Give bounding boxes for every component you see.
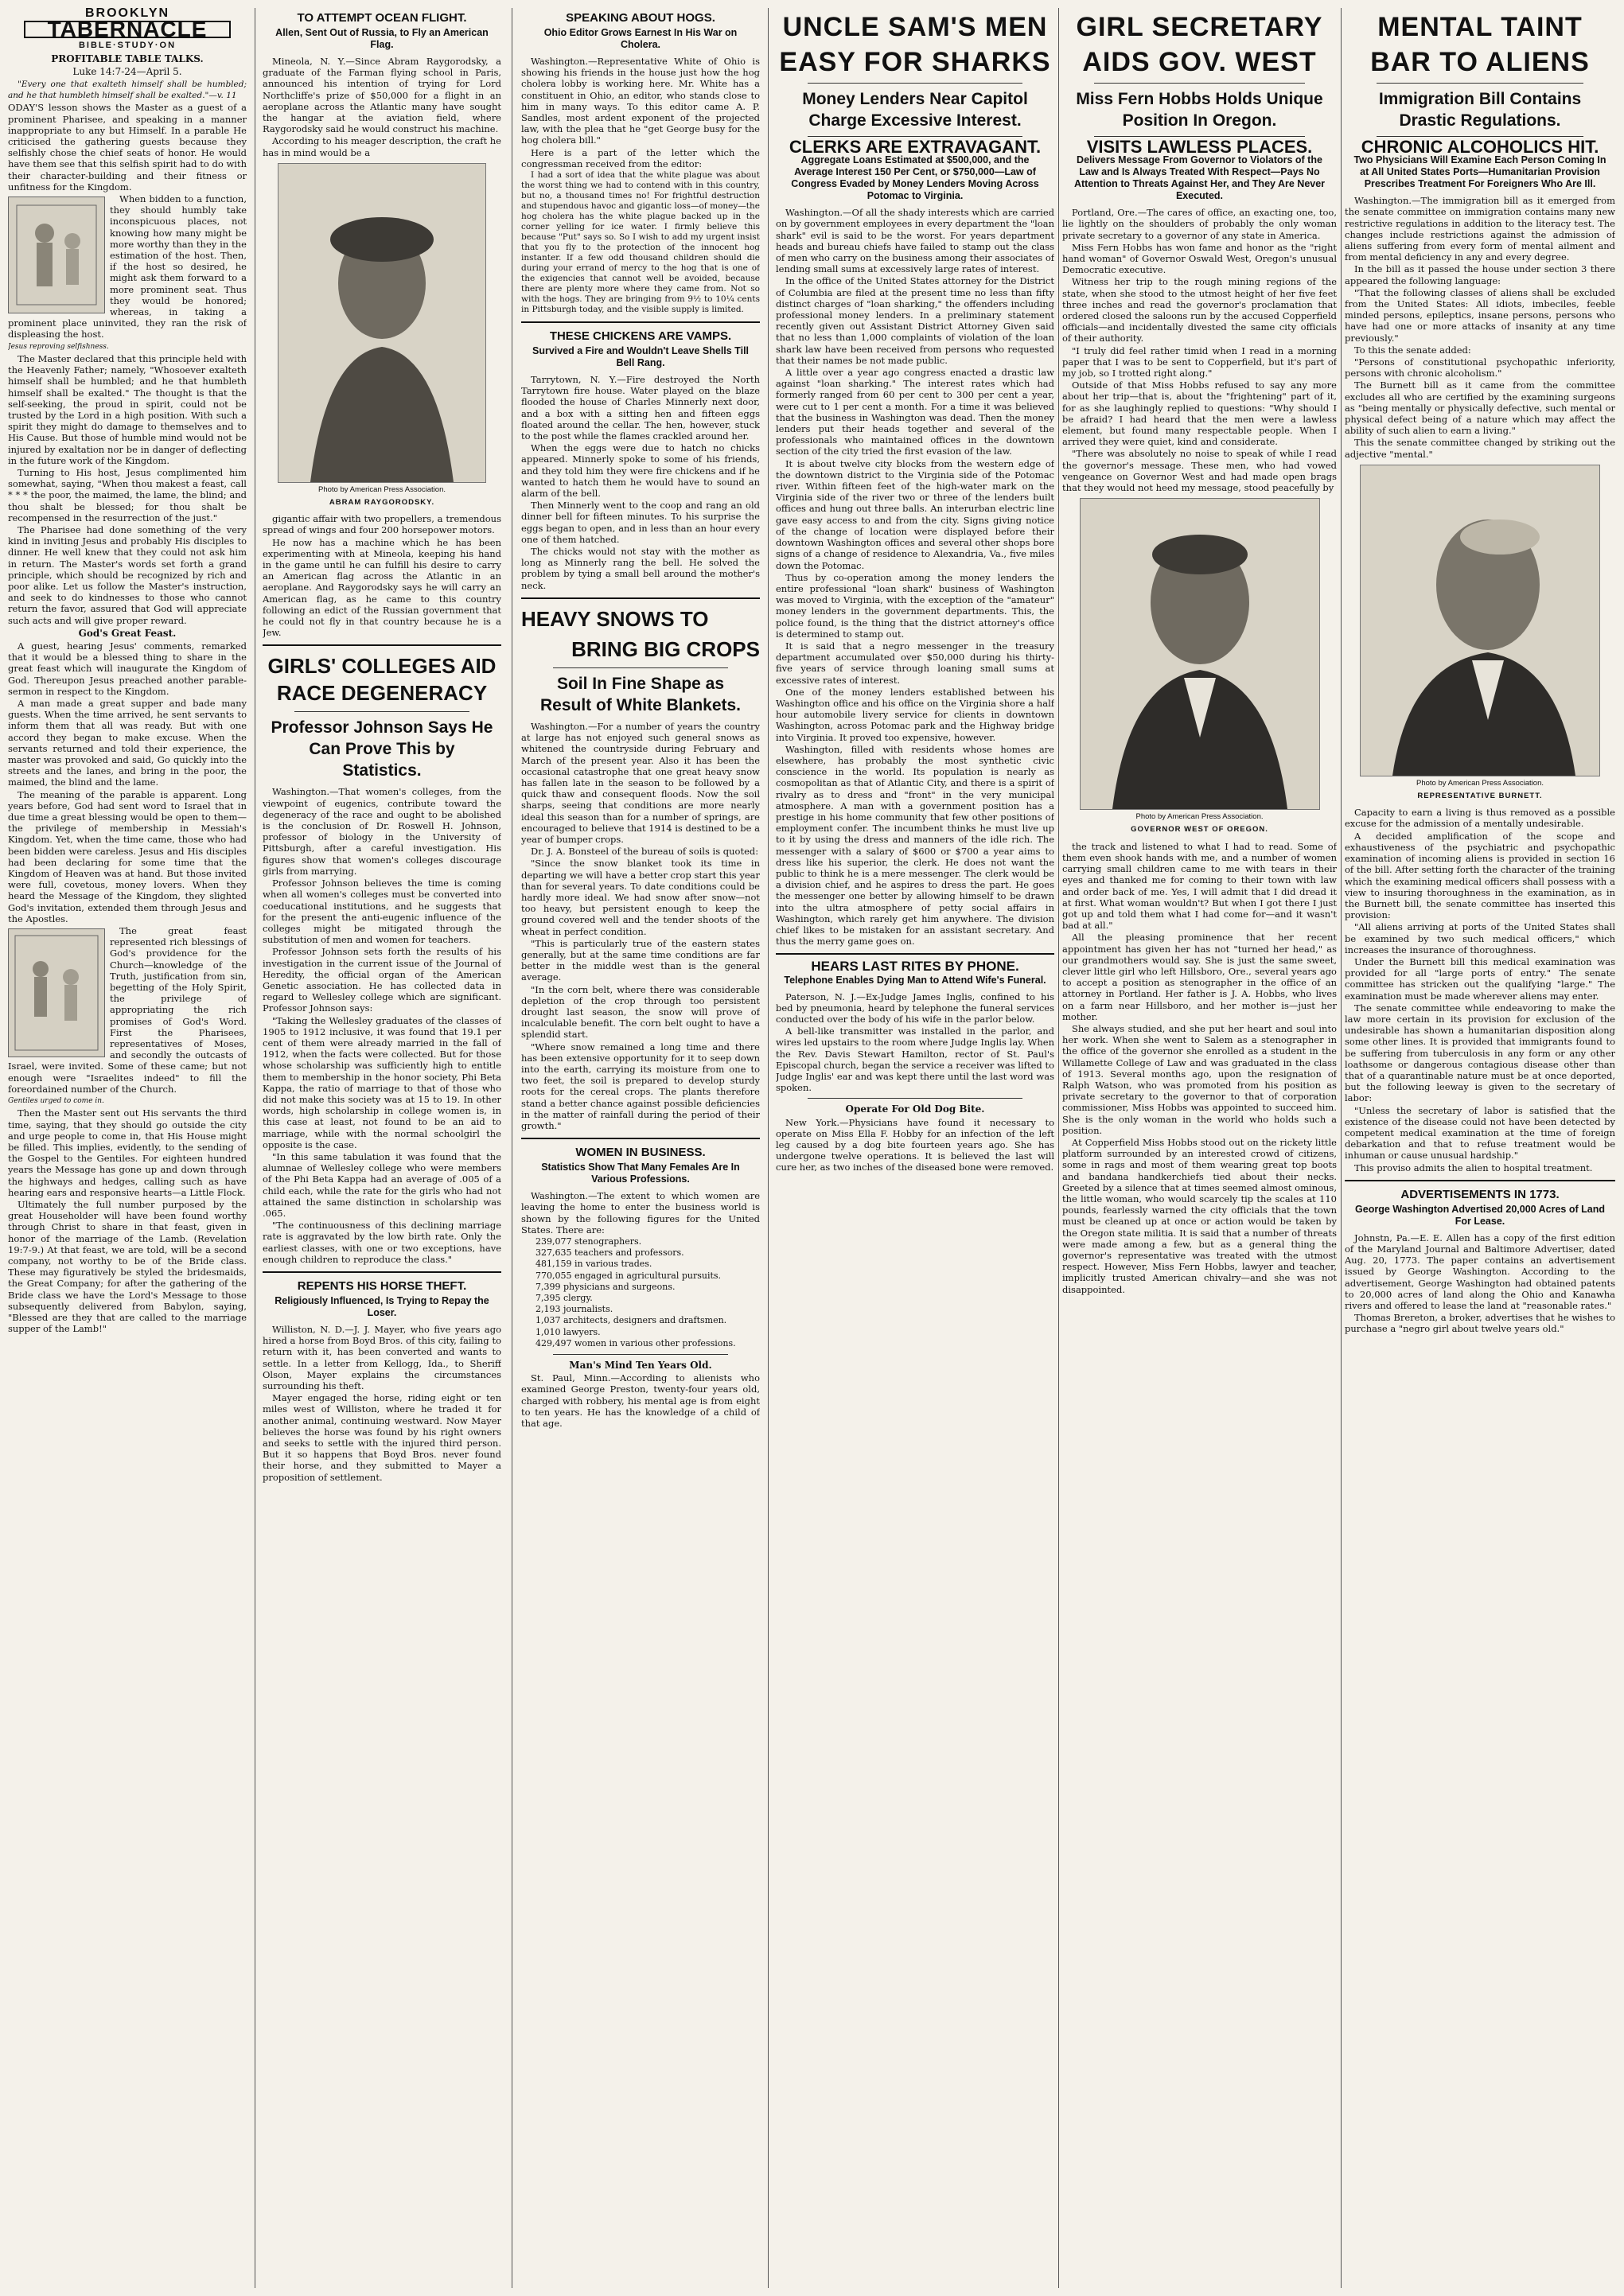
photo-credit: Photo by American Press Association. [318,484,446,494]
article-paragraph: Ultimately the full number purposed by the great Householder will have been found worthy through Christ to share in that feast, given in honor of the marriage of the Lamb. (Revelation 19:7-9.) At that feast, we are told, will be a second company, not worthy to be of the Bride class. These may figuratively be styled the bridesmaids, the Great Company; for after the gathering of the Bride class we have the Lord's Message to those subsequently delivered from Babylon, saying, "Blessed are they that are called to the marriage supper of the Lamb!" [8,1198,247,1335]
article-paragraph: Miss Fern Hobbs has won fame and honor as the "right hand woman" of Governor Oswald West, Oregon's unusual Democratic executive. [1062,241,1337,276]
article-paragraph: Washington.—Representative White of Ohio is showing his friends in the house just how the hog cholera lobby is working here. Mr. White has a constituent in Ohio, an editor, who stands close to him in many ways. To this editor came A. P. Sandles, most ardent exponent of the projected law, with the plea that he "get George busy for the hog cholera bill." [521,56,760,146]
list-item: 7,399 physicians and surgeons. [535,1281,676,1292]
deck: Soil In Fine Shape as Result of White Blankets. [539,674,742,714]
headline: HEARS LAST RITES BY PHONE. [811,959,1019,975]
photo-caption: ABRAM RAYGORODSKY. [329,498,435,508]
article-paragraph: ODAY'S lesson shows the Master as a guest of a prominent Pharisee, and speaking in a manner inappropriate to any but Himself. In a parable He criticised the gathering guests because they selfishly chose the chief seats of honor. He would have them see that this selfish spirit had to do with their character-building and their fitness or unfitness for the Kingdom. [8,102,247,193]
article-paragraph: The Master declared that this principle held with the Heavenly Father; namely, "Whosoever exalteth himself shall be humbled; and he that humbleth himself shall be exalted." The thought is that the self-seeking, the proud in spirit, could not be trusted by the Lord in a high position. With such a spirit they might do damage to themselves and to His Cause. But those of humble mind would not be injured by exaltation nor be in danger of deflecting in the future work of the Kingdom. [8,352,247,466]
article-paragraph: Thus by co-operation among the money lenders the entire professional "loan shark" business of Washington was moved to Virginia, with the exception of the "amateur" money lenders in the government departments. This, the police found, is the thing that the district attorney's office is determined to stamp out. [776,571,1054,640]
jesus-sketch-icon [9,197,104,313]
article-paragraph: Paterson, N. J.—Ex-Judge James Inglis, confined to his bed by pneumonia, heard by telephone the funeral services conducted over the body of his wife in the parlor below. [776,990,1054,1025]
headline: SPEAKING ABOUT HOGS. [566,11,715,25]
article-paragraph: "Unless the secretary of labor is satisfied that the existence of the disease could not have been detected by competent medical examination at the time of foreign debarkation and that to refuse treatment would be inhuman or cause unusual hardship." [1345,1104,1615,1162]
headline-line2: AIDS GOV. WEST [1082,47,1317,77]
headline-line1: HEAVY SNOWS TO [521,606,709,631]
sketch-illustration [8,197,105,313]
article-paragraph: It is said that a negro messenger in the treasury department accumulated over $50,000 during his thirty-five years of service through loaning small sums at excessive rates of interest. [776,640,1054,686]
headline: Man's Mind Ten Years Old. [569,1360,712,1372]
article-paragraph: the track and listened to what I had to read. Some of them even shook hands with me, and a number of women carrying small children came to me with tears in their eyes and thanked me for coming to their town with law and order back of me. Yes, I will admit that I did dread it at first. What woman wouldn't? But when I got there I just got up and told them what I had come for—and it wasn't bad at all." [1062,840,1337,932]
article-paragraph: "Taking the Wellesley graduates of the classes of 1905 to 1912 inclusive, it was found that 19.1 per cent of them were already married in the fall of 1912, when the facts were collected. But for those whose scholarship was sufficiently high to entitle them to membership in the honor society, Phi Beta Kappa, the ratio of marriage to that of those who did not make this society was at 15 to 19. In other words, high scholarship in college women is, in this case at least, not found to be an aid to marriage, while with the normal schoolgirl the opposite is the case. [263,1014,501,1150]
portrait-photo [1360,465,1600,776]
article-paragraph: Here is a part of the letter which the congressman received from the editor: [521,146,760,169]
portrait-icon [1081,499,1319,809]
article-paragraph: Mayer engaged the horse, riding eight or ten miles west of Williston, where he traded it for another animal, continuing westward. Now Mayer believes the horse was found by his right owners and seeks to settle with the injured third person. But it so happens that Boyd Bros. never found their horse, and they submitted to Mayer a proposition of settlement. [263,1392,501,1483]
column-tabernacle [8,8,247,2288]
list-item: 327,635 teachers and professors. [535,1247,684,1259]
headline: ADVERTISEMENTS IN 1773. [1400,1187,1560,1201]
article-paragraph: "Where snow remained a long time and there has been extensive opportunity for it to seep down into the earth, carrying its moisture from one to two feet, the soil is prepared to develop sturdy roots for the cereal crops. The plants therefore stand a better chance against possible deficiencies in the matter of rainfall during the period of their growth." [521,1041,760,1131]
article-paragraph: "In the corn belt, where there was considerable depletion of the crop through too persistent drought last season, the snow will prove of incalculable benefit. The corn belt ought to have a splendid start. [521,983,760,1041]
masthead [8,8,247,52]
article-paragraph: When the eggs were due to hatch no chicks appeared. Minnerly spoke to some of his friends, and they told him they were fire chickens and if he wanted to hatch them he would have to sound an alarm of the bell. [521,442,760,500]
article-paragraph: The senate committee while endeavoring to make the law more certain in its provision for exclusion of the undesirable has shown a humanitarian disposition along some other lines. It is provided that immigrants found to be suffering from tuberculosis in any form or any other loathsome or dangerous contagious disease other than that of a quarantinable nature must be at once deported, but the following leeway is given to the secretary of labor: [1345,1002,1615,1104]
deck: Aggregate Loans Estimated at $500,000, and the Average Interest 150 Per Cent, or $750,000—Law of Congress Evaded by Money Lenders Moving Across Potomac to Virginia. [791,154,1039,202]
article-paragraph: The Pharisee had done something of the very kind in inviting Jesus and probably His disciples to dinner. He well knew that they could not ask him in return. The Master's words set forth a grand principle, which should be recognized by rich and poor alike. Let us follow the Master's instruction, and seek to do kindnesses to those who cannot return the favor, assured that God will appreciate such acts and will give proper reward. [8,523,247,626]
article-paragraph: In the bill as it passed the house under section 3 there appeared the following language: [1345,263,1615,286]
deck: Delivers Message From Governor to Violators of the Law and Is Always Treated With Respect—Pays No Attention to Threats Against Her, and They Are Never Executed. [1073,154,1326,202]
article-paragraph: The meaning of the parable is apparent. Long years before, God had sent word to Israel that in due time a great blessing would be open to them—the privilege of membership in Messiah's Kingdom. Yet, when the time came, those who had been bidden were careless. Jesus and His disciples had been declaring for some time that the Kingdom of Heaven was at hand. But those invited were full, covetous, money lovers. When they heard the Message of the Kingdom, they slighted God's invitation, extended them through Jesus and the Apostles. [8,788,247,924]
sketch-illustration [8,928,105,1057]
article-paragraph: A man made a great supper and bade many guests. When the time arrived, he sent servants to inform them that all was ready. But with one accord they began to make excuse. When the servants returned and told their experience, the master was provoked and said, Go quickly into the streets and the lanes, and bring in the poor, the maimed, the blind and the lame. [8,697,247,788]
article-paragraph: gigantic affair with two propellers, a tremendous spread of wings and four 200 horsepower motors. [263,513,501,536]
article-paragraph: According to his meager description, the craft he has in mind would be a [263,135,501,158]
headline-line1: MENTAL TAINT [1377,12,1583,42]
section-title: PROFITABLE TABLE TALKS. [51,53,204,64]
article-paragraph: Turning to His host, Jesus complimented him somewhat, saying, "When thou makest a feast, call * * * the poor, the maimed, the lame, the blind; and thou shalt be blessed; for thou shalt be recompensed in the resurrection of the just." [8,466,247,523]
deck: Religiously Influenced, Is Trying to Repay the Loser. [275,1295,489,1318]
headline: THESE CHICKENS ARE VAMPS. [549,329,732,344]
article-paragraph: Johnstn, Pa.—E. E. Allen has a copy of the first edition of the Maryland Journal and Baltimore Advertiser, dated Aug. 20, 1773. The paper contains an advertisement issued by George Washington. According to the advertisement, George Washington had obtained patents to 20,000 acres of land along the Ohio and Kanawha rivers and offered to lease the land at "reasonable rates." [1345,1232,1615,1311]
article-paragraph: This the senate committee changed by striking out the adjective "mental." [1345,437,1615,460]
scripture-ref: Luke 14:7-24—April 5. [72,65,182,77]
headline: REPENTS HIS HORSE THEFT. [297,1279,467,1293]
sketch-caption: Gentiles urged to come in. [8,1097,104,1106]
deck: Statistics Show That Many Females Are In Various Professions. [541,1162,740,1185]
article-paragraph: "I truly did feel rather timid when I read in a morning paper that I was to be sent to Copperfield, but it's part of my job, so I trotted right along." [1062,344,1337,379]
list-item: 770,055 engaged in agricultural pursuits. [535,1270,722,1281]
portrait-icon [278,164,485,482]
article-paragraph: Washington.—Of all the shady interests which are carried on by government employees in every department the "loan shark" evil is said to be the worst. For years department heads and bureau chiefs have failed to stamp out the class of men who carry on the business among their associates of lending small sums at excessively large rates of interest. [776,207,1054,275]
article-paragraph: A decided amplification of the scope and exhaustiveness of the psychiatric and psychopathic examination of incoming aliens is provided in section 16 of the bill. After setting forth the character of the training which the examining medical officers shall possess with a view to insuring thoroughness in the examination, as in the Burnett bill, the senate committee has inserted this provision: [1345,830,1615,921]
headline: WOMEN IN BUSINESS. [575,1146,706,1160]
column-2 [263,8,501,2288]
article-paragraph: A little over a year ago congress enacted a drastic law against "loan sharking." The interest rates which had formerly ranged from 60 per cent to 300 per cent a year, were cut to 1 per cent a month. For a time it was believed that the business in Washington was dead. Then the money lenders put their heads together and several of the professionals who maintained offices in the downtown section of the city tried the first evasion of the law. [776,367,1054,457]
masthead-title: TABERNACLE [24,21,231,38]
statistics-list [521,1236,760,1349]
column-5 [1062,8,1337,2288]
headline: Operate For Old Dog Bite. [845,1103,985,1115]
article-paragraph: At Copperfield Miss Hobbs stood out on the rickety little platform surrounded by an interested crowd of citizens, some in rags and most of them wearing great top boots and bandana handkerchiefs tied about their necks. Greeted by a silence that at times seemed almost ominous, the little woman, who would scarcely tip the scales at 110 pounds, fearlessly warned the city officials that the town must be cleaned up at once or action would be taken by the Oregon state militia. It is said that a number of threats were made among a few, but as a general thing the governor's representative was treated with the utmost respect. However, Miss Fern Hobbs, lawyer and teacher, implicitly trusted American chivalry—and she was not disappointed. [1062,1136,1337,1295]
deck: George Washington Advertised 20,000 Acres of Land For Lease. [1355,1203,1605,1227]
article-paragraph: To this the senate added: [1354,344,1471,356]
article-paragraph: Washington, filled with residents whose homes are elsewhere, has probably the most synthetic civic conscience in the world. Its population is nearly as cosmopolitan as that of Atlantic City, and there is a spirit of rivalry as to dress and "front" in the very municipal atmosphere. A man with a government position has a prestige in his home community that few other positions of employment confer. The incumbent thinks he must live up to it by using the dress and manners of the idle rich. The messenger with a salary of $600 or $700 a year aims to dress like his superior, the clerk. He does not want the public to think he is a mere messenger. The clerk would be a division chief, and he aspires to dress the part. He goes the messenger one better by allowing himself to be drawn into the ultra atmosphere of petty social affairs in Washington, which rarely get him anywhere. The division chief likes to be mistaken for an assistant secretary. And thus the merry game goes on. [776,743,1054,948]
article-paragraph: Tarrytown, N. Y.—Fire destroyed the North Tarrytown fire house. Water played on the blaze flooded the house of Charles Minnerly next door, and a box with a sitting hen and fifteen eggs floated around the cellar. The hen, however, stuck to the post while the flames crackled around her. [521,374,760,442]
article-paragraph: St. Paul, Minn.—According to alienists who examined George Preston, twenty-four years old, charged with robbery, his mental age is from eight to ten years. He has the knowledge of a child of that age. [521,1372,760,1430]
headline: TO ATTEMPT OCEAN FLIGHT. [297,11,467,25]
article-paragraph: She always studied, and she put her heart and soul into her work. When she went to Salem as a stenographer in the office of the governor she enrolled as a student in the Willamette College of Law and was graduated in the class of 1913. Several months ago, upon the resignation of Ralph Watson, who was promoted from his position as private secretary to the governor to that of corporation commissioner, Miss Hobbs was appointed to succeed him. She is the only woman in the world who holds such a position. [1062,1022,1337,1136]
article-paragraph: It is about twelve city blocks from the western edge of the downtown district to the Virginia side of the Potomac river. Within fifteen feet of the high-water mark on the Virginia side of the river two or three of the lenders built offices and hung out three balls. An interurban electric line gave easy access to and from the city. Signs giving notice of the change of location were displayed before their downtown Washington offices and several other shops bore signs of a change of residence to Alexandria, Va., five miles down the Potomac. [776,457,1054,571]
photo-caption: REPRESENTATIVE BURNETT. [1417,792,1543,801]
article-paragraph: The chicks would not stay with the mother as long as Minnerly rang the bell. He solved the problem by tying a small bell around the mother's neck. [521,546,760,591]
headline-line2: EASY FOR SHARKS [779,47,1051,77]
article-paragraph: Washington.—The immigration bill as it emerged from the senate committee on immigration contains many new restrictive regulations in addition to the literacy test. The changes include restrictions against the admission of aliens suffering from every form of mental ailment and from mental deficiency in any and every degree. [1345,195,1615,263]
portrait-photo [1080,498,1320,810]
article-paragraph: "In this same tabulation it was found that the alumnae of Wellesley college who were members of the Phi Beta Kappa had an average of .005 of a child each, while the rate for the girls who had not attained the same distinction in scholarship was .065. [263,1150,501,1219]
deck: Telephone Enables Dying Man to Attend Wife's Funeral. [784,974,1046,986]
article-paragraph: Under the Burnett bill this medical examination was provided for all "large ports of entry." The senate committee has stricken out the qualifying "large." The examination must be made wherever aliens may enter. [1345,955,1615,1002]
article-paragraph: Thomas Brereton, a broker, advertises that he wishes to purchase a "negro girl about twelve years old." [1345,1312,1615,1335]
article-paragraph: When bidden to a function, they should humbly take inconspicuous places, not knowing how many might be more worthy than they in the estimation of the host. Then, if the host so desired, he might ask them forward to a more prominent seat. Thus they would be honored; whereas, in taking a prominent place uninvited, they ran the risk of displeasing the host. [8,193,247,341]
list-item: 1,037 architects, designers and draftsmen. [535,1315,727,1326]
article-paragraph: New York.—Physicians have found it necessary to operate on Miss Ella F. Hobby for an infection of the left leg caused by a dog bite fourteen years ago. She has undergone twelve operations. It is believed the last will cure her, as two inches of the diseased bone were removed. [776,1116,1054,1173]
masthead-bottom: BIBLE·STUDY·ON [78,41,177,51]
article-paragraph: Washington.—The extent to which women are leaving the home to enter the business world is shown by the following figures for the United States. There are: [521,1190,760,1236]
article-paragraph: "That the following classes of aliens shall be excluded from the United States: All idiots, imbeciles, feeble minded persons, epileptics, insane persons, persons who have had one or more attacks of insanity at any time previously." [1345,286,1615,344]
list-item: 239,077 stenographers. [535,1236,642,1247]
headline: CLERKS ARE EXTRAVAGANT. [789,137,1042,157]
column-6 [1345,8,1615,2288]
article-paragraph: Williston, N. D.—J. J. Mayer, who five years ago hired a horse from Boyd Bros. of this city, failing to return with it, has been converted and wants to settle. In a letter from Kellogg, Ida., to Sheriff Olson, Mayer explains the circumstances surrounding his theft. [263,1324,501,1392]
article-paragraph: Professor Johnson sets forth the results of his investigation in the current issue of the Journal of Heredity, the official organ of the American Genetic association. He has collected data in regard to Wellesley college which are significant. Professor Johnson says: [263,946,501,1014]
deck: Allen, Sent Out of Russia, to Fly an American Flag. [275,27,489,50]
article-paragraph: Mineola, N. Y.—Since Abram Raygorodsky, a graduate of the Farman flying school in Paris, announced his intention of trying for Lord Northcliffe's prize of $50,000 for a flight in an aeroplane across the Atlantic many have sought the hangar at the aviation field, where Raygorodsky said he would construct his machine. [263,56,501,135]
subhead: God's Great Feast. [78,627,177,639]
quoted-letter: I had a sort of idea that the white plague was about the worst thing we had to contend with in this country, but no, a thousand times no! For frightful destruction and stupendous havoc and gigantic loss—of money—the hog cholera has the white plague backed up in the corner yelling for ice water. I firmly believe this because "Put" says so. So I wish to add my urgent insist that you fly to the protection of the innocent hog instanter. If a few odd thousand children should die during your errand of mercy to the hog that is one of the exigencies that cannot well be avoided, because there are plenty more where they came from. Not so with the hogs. They are bringing from 9½ to 10¼ cents in Pittsburgh today, and the visible supply is limited. [521,170,760,315]
headline-line1: GIRL SECRETARY [1076,12,1323,42]
article-paragraph: Then the Master sent out His servants the third time, saying, that they should go outside the city and urge people to come in, that His House might be filled. This implies, evidently, to the sending of the Gospel to the Gentiles. For eighteen hundred years the Message has gone up and down through the highways and hedges, calling such as have hearing ears and responsive hearts—a Little Flock. [8,1107,247,1198]
portrait-photo [278,163,486,483]
key-verse: "Every one that exalteth himself shall be humbled; and he that humbleth himself shall be exalted."—v. 11 [8,80,247,101]
article-paragraph: Portland, Ore.—The cares of office, an exacting one, too, lie lightly on the shoulders of probably the only woman private secretary to a governor of any state in America. [1062,207,1337,241]
column-4 [776,8,1054,2288]
photo-credit: Photo by American Press Association. [1135,812,1264,822]
column-3 [521,8,760,2288]
list-item: 429,497 women in various other professions. [535,1337,736,1348]
list-item: 1,010 lawyers. [535,1326,601,1337]
article-paragraph: In the office of the United States attorney for the District of Columbia are filed at the present time no less than fifty distinct charges of "loan sharking," the offenders including professional money lenders. In a preliminary statement recently given out Assistant District Attorney Given said that no less than 1,000 complaints of violation of the loan shark law have been received from persons who requested that their names be not made public. [776,275,1054,366]
list-item: 481,159 in various trades. [535,1259,652,1270]
deck: Immigration Bill Contains Drastic Regulations. [1378,90,1582,130]
article-paragraph: Witness her trip to the rough mining regions of the state, when she stood to the utmost height of her five feet three inches and read the governor's proclamation that ordered closed the saloons run by the accused Copperfield officials—and incidentally divested the same city officials of their authority. [1062,276,1337,344]
article-paragraph: This proviso admits the alien to hospital treatment. [1354,1162,1593,1173]
deck: Ohio Editor Grows Earnest In His War on Cholera. [543,27,738,50]
article-paragraph: Professor Johnson believes the time is coming when all women's colleges must be converted into coeducational institutions, and he suggests that for the present the anti-eugenic influence of the colleges might be mitigated through the substitution of men and women for teachers. [263,878,501,946]
article-paragraph: All the pleasing prominence that her recent appointment has given her has not "turned her head," as our grandmothers would say. She is just the same sweet, clever little girl who left Hillsboro, Ore., several years ago to accept a position as stenographer in the office of an attorney in Portland. Her father is J. A. Hobbs, who lives on a farm near Hillsboro, and her mother is—just her mother. [1062,932,1337,1022]
headline: GIRLS' COLLEGES AID RACE DEGENERACY [267,654,497,706]
article-paragraph: Dr. J. A. Bonsteel of the bureau of soils is quoted: [531,846,759,858]
article-paragraph: "The continuousness of this declining marriage rate is aggravated by the low birth rate. Only the earliest classes, with one or two exceptions, have enough children to reproduce the class." [263,1220,501,1265]
article-paragraph: Washington.—For a number of years the country at large has not enjoyed such general snows as whitened the countryside during February and March of the present year. Also it has been the occasional catastrophe that one great heavy snow has fallen late in the season to be followed by a quick thaw and consequent floods. Now the soil sharps, seeing that conditions are more nearly ideal this season than for a number of springs, are encouraged to believe that 1914 is destined to be a year of bumper crops. [521,720,760,845]
photo-caption: GOVERNOR WEST OF OREGON. [1131,825,1268,835]
list-item: 2,193 journalists. [535,1304,613,1315]
article-paragraph: The great feast represented rich blessings of God's providence for the Church—knowledge of the Truth, justification from sin, begetting of the Holy Spirit, the privilege of appropriating the rich promises of God's Word. First the Pharisees, representatives of Moses, and secondly the outcasts of Israel, were invited. Some of these came; but not enough were "Israelites indeed" to fill the foreordained number of the Church. [8,925,247,1095]
sketch-caption: Jesus reproving selfishness. [8,342,109,351]
list-item: 7,395 clergy. [535,1293,593,1304]
deck: Professor Johnson Says He Can Prove This by Statistics. [271,718,493,780]
article-paragraph: The Burnett bill as it came from the committee excludes all who are certified by the examining surgeons as "being mentally or physically defective, such mental or physical defect being of a nature which may affect the ability of such alien to earn a living." [1345,379,1615,437]
article-paragraph: "All aliens arriving at ports of the United States shall be examined by two such medical officers," which increases the insurance of thoroughness. [1345,921,1615,955]
headline: VISITS LAWLESS PLACES. [1086,137,1313,157]
headline-line2: BAR TO ALIENS [1370,47,1590,77]
deck: Miss Fern Hobbs Holds Unique Position In Oregon. [1076,90,1323,130]
masthead-top: BROOKLYN [84,8,170,20]
article-paragraph: A guest, hearing Jesus' comments, remarked that it would be a blessed thing to share in the great feast which will inaugurate the Kingdom of God. Thereupon Jesus preached another parable-sermon in respect to the Kingdom. [8,640,247,697]
deck: Money Lenders Near Capitol Charge Excessive Interest. [802,90,1028,130]
article-paragraph: A bell-like transmitter was installed in the parlor, and wires led upstairs to the room where Judge Inglis lay. When the Rev. Davis Stewart Hamilton, rector of St. Paul's Episcopal church, began the service a receiver was lifted to Judge Inglis' ear and was kept there until the last word was spoken. [776,1025,1054,1094]
article-paragraph: "This is particularly true of the eastern states generally, but at the same time conditions are far better in the middle west than is the general average. [521,937,760,983]
deck: Two Physicians Will Examine Each Person Coming In at All United States Ports—Humanitarian Provision Prescribes Treatment For Foreigners Who Are Ill. [1353,154,1606,190]
headline-line1: UNCLE SAM'S MEN [782,12,1048,42]
portrait-icon [1361,465,1599,776]
article-paragraph: One of the money lenders established between his Washington office and his office on the Virginia shore a half hour automobile livery service for clients in downtown Washington, across Potomac park and the Highway bridge into Virginia. It proved too expensive, however. [776,686,1054,743]
article-paragraph: Then Minnerly went to the coop and rang an old dinner bell for fifteen minutes. To his surprise the eggs began to open, and in less than an hour every one of them hatched. [521,500,760,545]
headline-line2: BRING BIG CROPS [571,636,760,661]
article-paragraph: "Since the snow blanket took its time in departing we will have a better crop start this year than for several years. To date conditions could be hardly more ideal. We had snow after snow—not too heavy, but persistent enough to keep the ground covered well and the tender shoots of the wheat in perfect condition. [521,858,760,937]
photo-credit: Photo by American Press Association. [1416,778,1544,788]
article-paragraph: "There was absolutely no noise to speak of while I read the governor's message. These men, who had vowed vengeance on Governor West and had made open brags that they would not heed my message, stood peacefully by [1062,448,1337,494]
article-paragraph: Washington.—That women's colleges, from the viewpoint of eugenics, contribute toward the degeneracy of the race and ought to be abolished is the conclusion of Dr. Roswell H. Johnson, professor of biology in the University of Pittsburgh, after a careful investigation. His figures show that women's colleges discourage girls from marrying. [263,786,501,877]
headline: CHRONIC ALCOHOLICS HIT. [1361,137,1599,157]
deck: Survived a Fire and Wouldn't Leave Shells Till Bell Rang. [532,345,750,369]
article-paragraph: "Persons of constitutional psychopathic inferiority, persons with chronic alcoholism." [1345,356,1615,379]
gentiles-sketch-icon [9,929,104,1057]
article-paragraph: He now has a machine which he has been experimenting with at Mineola, keeping his hand in the game until he can fulfill his desire to carry an American flag across the Atlantic in an aeroplane. And Raygorodsky says he will carry an American flag, as he came to this country following an edict of the Russian government that he could not fly in that country because he is a Jew. [263,536,501,639]
article-paragraph: Outside of that Miss Hobbs refused to say any more about her trip—that is, about the "frightening" part of it, for as she laughingly replied to questions: "Why should I be afraid? I had heard that the men were a lawless element, but found many respectable people. When I arrived they were quiet, kind and considerate. [1062,379,1337,448]
article-paragraph: Capacity to earn a living is thus removed as a possible excuse for the admission of a mentally undesirable. [1345,807,1615,830]
